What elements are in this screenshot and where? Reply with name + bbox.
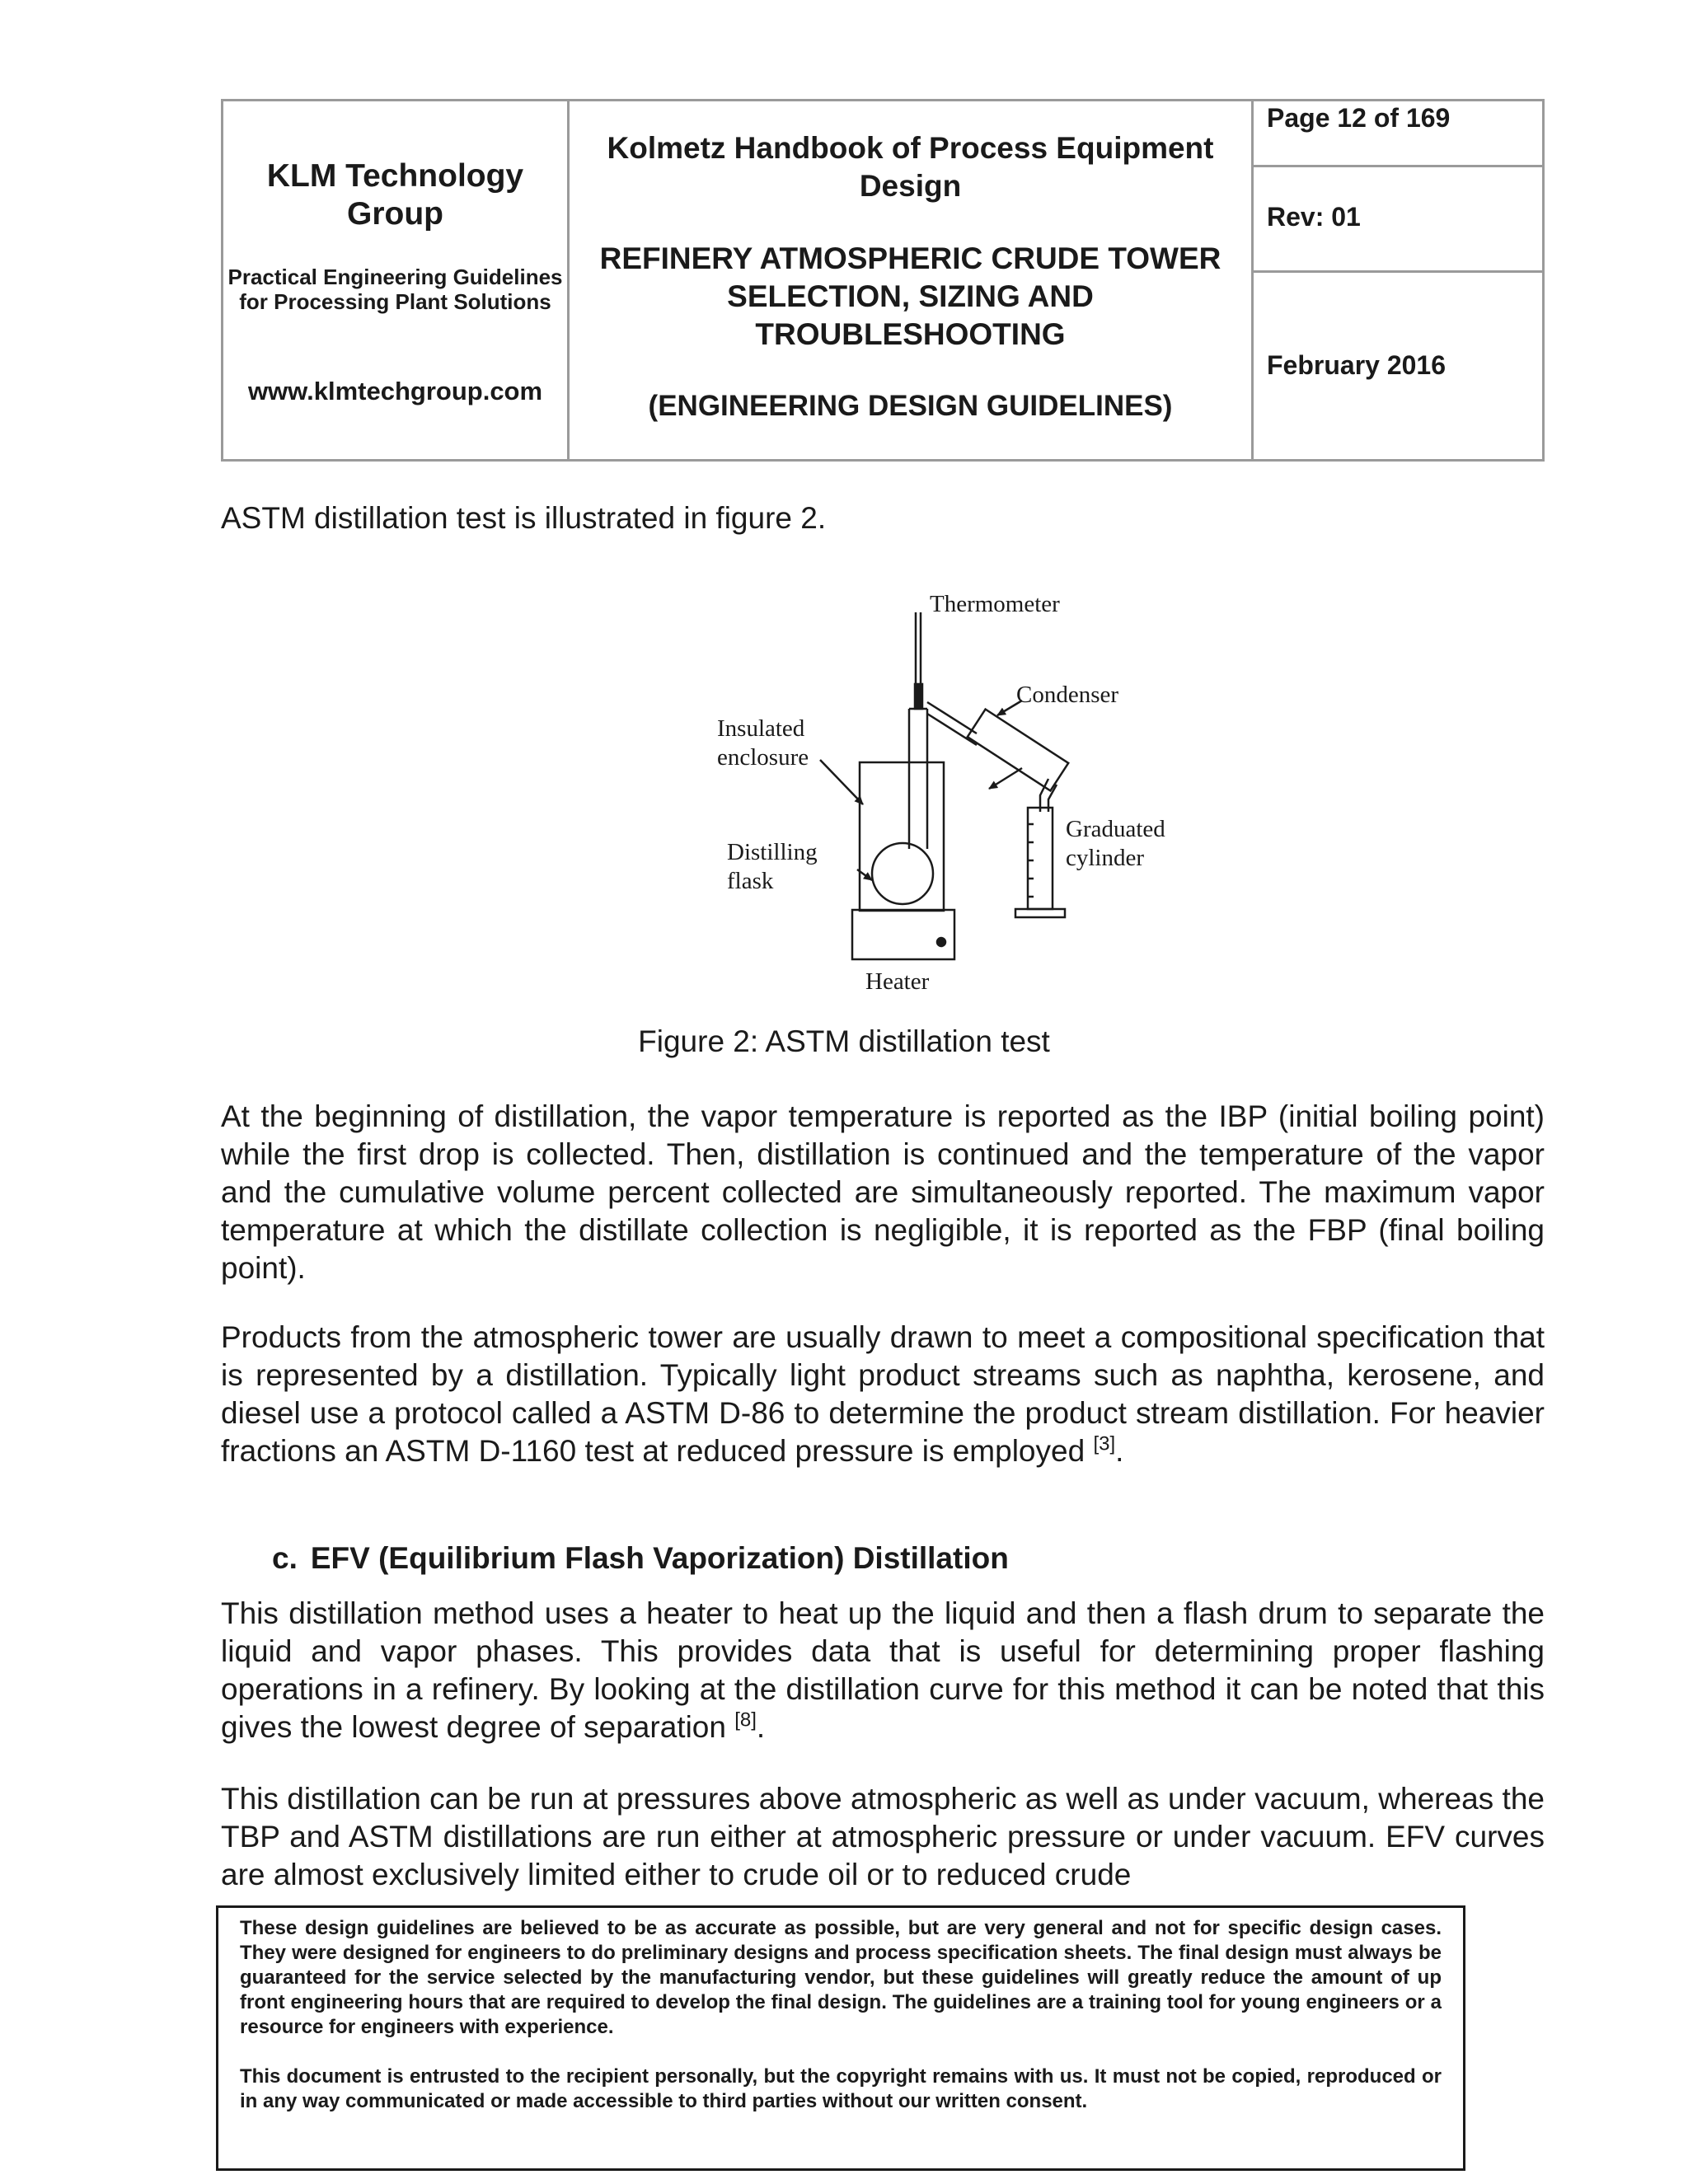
arrow-drip (989, 768, 1022, 789)
astm-distillation-diagram (701, 577, 1195, 1005)
section-title: EFV (Equilibrium Flash Vaporization) Distillation (310, 1541, 1009, 1575)
header-meta-cell (1254, 101, 1542, 459)
paragraph-ibp-fbp: At the beginning of distillation, the vapor temperature is reported as the IBP (initial boiling point) while the first drop is collected. Then, distillation is continued and the temperature of the vapor and the cumulative volume percent collected are simultaneously reported. The maximum vapor temperature at which the distillate collection is negligible, it is reported as the FBP (final boiling point). (221, 1099, 1545, 1285)
footer-disclaimer-box (216, 1905, 1465, 2171)
distilling-flask (872, 843, 933, 904)
heater (852, 910, 954, 959)
figure-caption: Figure 2: ASTM distillation test (638, 1024, 1050, 1058)
condenser (968, 710, 1068, 791)
label-distilling: Distilling (727, 839, 818, 865)
section-letter: c. (272, 1541, 298, 1575)
footer-copyright: This document is entrusted to the recipient personally, but the copyright remains with us. It must not be copied, reproduced or in any way communicated or made accessible to third parties without our written consent. (240, 2065, 1442, 2112)
header-title-cell (570, 101, 1254, 459)
handbook-title: Kolmetz Handbook of Process Equipment Design (607, 131, 1214, 203)
paragraph-efv-method: This distillation method uses a heater to heat up the liquid and then a flash drum to separate the liquid and vapor phases. This provides data that is useful for determining proper flashing operations in a refinery. By looking at the distillation curve for this method it can be noted that this gives the lowest degree of separation [8]. (221, 1596, 1545, 1744)
company-tagline: Practical Engineering Guidelines for Processing Plant Solutions (227, 265, 563, 314)
header-company-cell (223, 101, 570, 459)
cylinder-base (1015, 909, 1065, 917)
document-header (221, 99, 1545, 462)
revision: Rev: 01 (1254, 167, 1542, 273)
document-subtitle: (ENGINEERING DESIGN GUIDELINES) (648, 390, 1173, 422)
reference-3: [3] (1093, 1432, 1116, 1455)
reference-8: [8] (734, 1708, 757, 1732)
label-cylinder: cylinder (1066, 845, 1145, 871)
document-title: REFINERY ATMOSPHERIC CRUDE TOWER SELECTION, SIZING AND TROUBLESHOOTING (599, 241, 1221, 351)
company-website: www.klmtechgroup.com (247, 377, 543, 405)
label-condenser: Condenser (1016, 682, 1119, 708)
label-thermometer: Thermometer (930, 591, 1060, 617)
paragraph-products: Products from the atmospheric tower are usually drawn to meet a compositional specification that is represented by a distillation. Typically light product streams such as naphtha, kerosene, and diesel use a protocol called a ASTM D-86 to determine the product stream distillation. For heavier fractions an ASTM D-1160 test at reduced pressure is employed [3]. (221, 1320, 1545, 1468)
intro-paragraph: ASTM distillation test is illustrated in figure 2. (221, 501, 827, 535)
footer-disclaimer: These design guidelines are believed to be as accurate as possible, but are very general and not for specific design cases. They were designed for engineers to do preliminary designs and process specification sheets. The final design must always be guaranteed for the service selected by the manufacturing vendor, but these guidelines will greatly reduce the amount of up front engineering hours that are required to develop the final design. The guidelines are a training tool for young engineers or a resource for engineers with experience. (240, 1917, 1442, 2038)
heater-knob (937, 938, 945, 946)
company-name: KLM Technology Group (266, 158, 524, 232)
paragraph-efv-pressure: This distillation can be run at pressures above atmospheric as well as under vacuum, whereas the TBP and ASTM distillations are run either at atmospheric pressure or under vacuum. EFV curves are almost exclusively limited either to crude oil or to reduced crude (221, 1782, 1545, 1891)
label-flask: flask (727, 868, 774, 894)
label-heater: Heater (865, 968, 930, 995)
graduated-cylinder (1028, 808, 1053, 909)
insulated-enclosure (860, 762, 944, 911)
page-number: Page 12 of 169 (1254, 101, 1542, 167)
label-insulated: Insulated (717, 715, 805, 742)
section-heading (272, 1541, 1022, 1576)
label-graduated: Graduated (1066, 816, 1165, 842)
label-enclosure: enclosure (717, 744, 809, 771)
paragraph-efv-text: This distillation method uses a heater to heat up the liquid and then a flash drum to separate the liquid and vapor phases. This provides data that is useful for determining proper flashing operations in a refinery. By looking at the distillation curve for this method it can be noted that this gives the lowest degree of separation (221, 1596, 1545, 1744)
paragraph-products-text: Products from the atmospheric tower are usually drawn to meet a compositional specification that is represented by a distillation. Typically light product streams such as naphtha, kerosene, and diesel use a protocol called a ASTM D-86 to determine the product stream distillation. For heavier fractions an ASTM D-1160 test at reduced pressure is employed (221, 1320, 1545, 1468)
thermometer-bulb (915, 684, 922, 709)
document-date: February 2016 (1267, 350, 1447, 380)
arrow-insulated (820, 760, 863, 804)
